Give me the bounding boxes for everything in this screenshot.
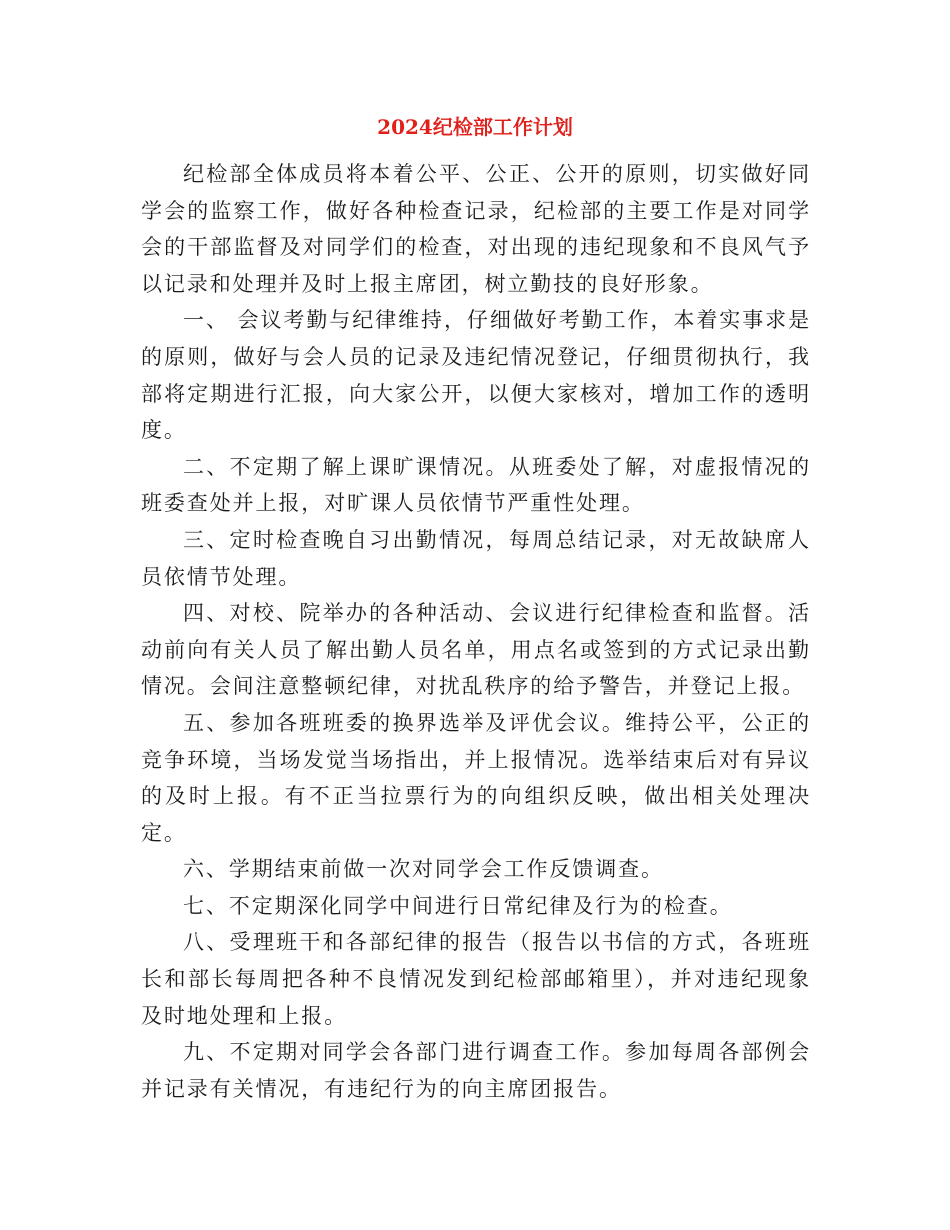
paragraph-item-7: 七、不定期深化同学中间进行日常纪律及行为的检查。 [183,893,733,918]
paragraph-item-8: 八、受理班干和各部纪律的报告（报告以书信的方式，各班班长和部长每周把各种不良情况发到纪检部邮箱里），并对违纪现象及时地处理和上报。 [141,930,811,1028]
paragraph-item-9: 九、不定期对同学会各部门进行调查工作。参加每周各部例会并记录有关情况，有违纪行为的向主席团报告。 [141,1040,811,1101]
paragraph-item-1: 一、 会议考勤与纪律维持，仔细做好考勤工作，本着实事求是的原则，做好与会人员的记录及违纪情况登记，仔细贯彻执行，我部将定期进行汇报，向大家公开，以便大家核对，增加工作的透明度。 [141,308,811,443]
document-body [141,156,811,1107]
paragraph-item-5: 五、参加各班班委的换界选举及评优会议。维持公平，公正的竞争环境，当场发觉当场指出，并上报情况。选举结束后对有异议的及时上报。有不正当拉票行为的向组织反映，做出相关处理决定。 [141,710,811,845]
paragraph-item-2: 二、不定期了解上课旷课情况。从班委处了解，对虚报情况的班委查处并上报，对旷课人员依情节严重性处理。 [141,454,811,516]
document-title: 2024纪检部工作计划 [377,115,573,139]
paragraph-item-6: 六、学期结束前做一次对同学会工作反馈调查。 [183,857,664,882]
paragraph-item-4: 四、对校、院举办的各种活动、会议进行纪律检查和监督。活动前向有关人员了解出勤人员名单，用点名或签到的方式记录出勤情况。会间注意整顿纪律，对扰乱秩序的给予警告，并登记上报。 [141,601,811,699]
paragraph-intro: 纪检部全体成员将本着公平、公正、公开的原则，切实做好同学会的监察工作，做好各种检查记录，纪检部的主要工作是对同学会的干部监督及对同学们的检查，对出现的违纪现象和不良风气予以记录和处理并及时上报主席团，树立勤技的良好形象。 [141,162,811,296]
paragraph-item-3: 三、定时检查晚自习出勤情况，每周总结记录，对无故缺席人员依情节处理。 [141,527,811,589]
